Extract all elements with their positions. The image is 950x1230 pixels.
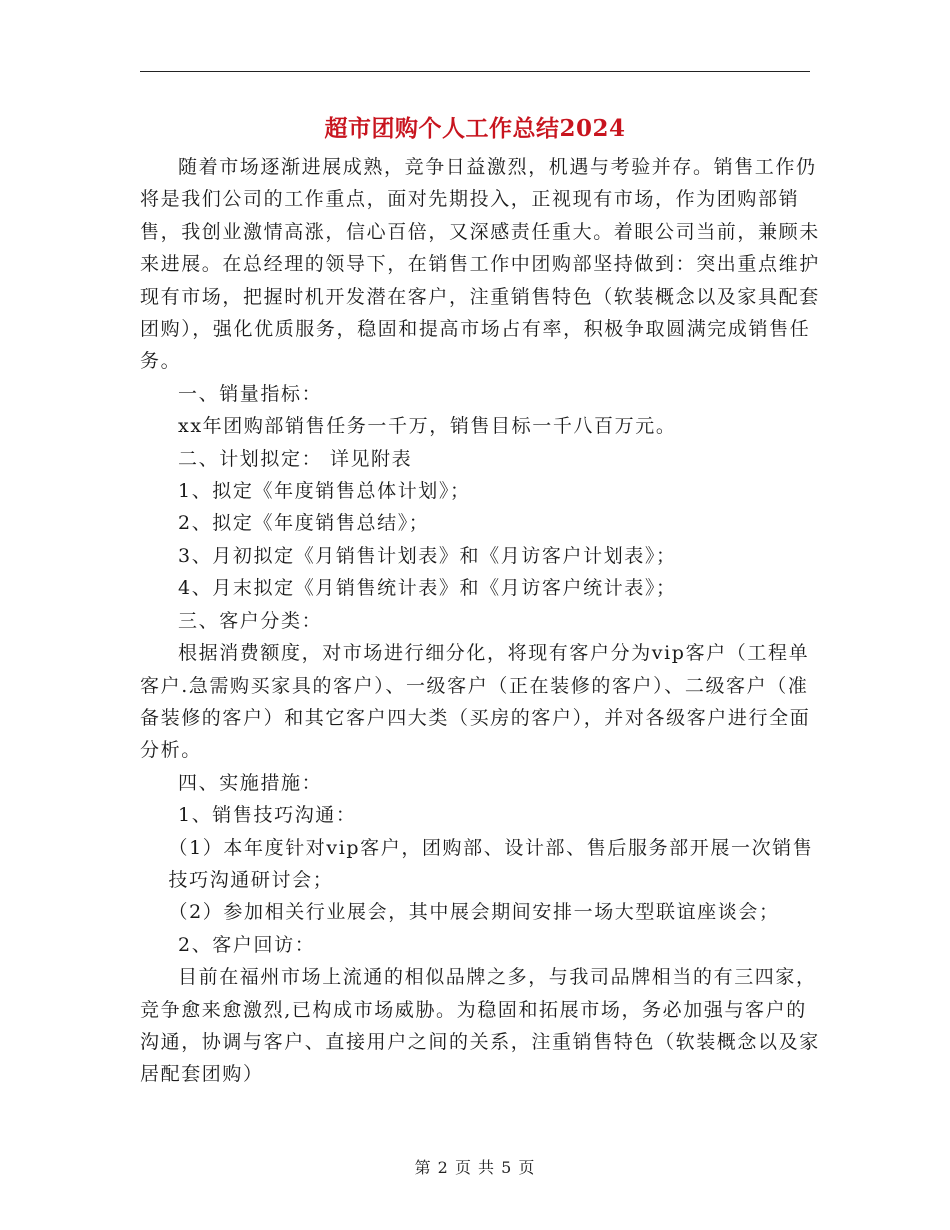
heading-customer-visits: 2、客户回访： xyxy=(178,933,316,956)
paragraph-customer-classes: 根据消费额度，对市场进行细分化，将现有客户分为vip客户（工程单客户.急需购买家具的客户）、一级客户（正在装修的客户）、二级客户（准备装修的客户）和其它客户四大类（买房的客户），并对各级客户进行全面分析。 xyxy=(140,642,811,762)
heading-customer-classes: 三、客户分类： xyxy=(178,609,323,632)
heading-measures: 四、实施措施： xyxy=(178,771,323,794)
plan-item-1: 1、拟定《年度销售总体计划》； xyxy=(178,480,471,503)
document-title: 超市团购个人工作总结2024 xyxy=(324,115,626,142)
heading-sales-target: 一、销量指标： xyxy=(178,382,323,405)
measure-item-1: （1）本年度针对vip客户，团购部、设计部、售后服务部开展一次销售技巧沟通研讨会； xyxy=(168,836,814,891)
heading-plan: 二、计划拟定： 详见附表 xyxy=(178,447,413,470)
measure-item-2: （2）参加相关行业展会，其中展会期间安排一场大型联谊座谈会； xyxy=(168,901,780,924)
plan-item-2: 2、拟定《年度销售总结》； xyxy=(178,512,430,535)
paragraph-sales-target: xx年团购部销售任务一千万，销售目标一千八百万元。 xyxy=(178,415,677,438)
heading-sales-skills: 1、销售技巧沟通： xyxy=(178,804,357,827)
paragraph-customer-visits: 目前在福州市场上流通的相似品牌之多，与我司品牌相当的有三四家，竞争愈来愈激烈,已构成市场威胁。为稳固和拓展市场，务必加强与客户的沟通，协调与客户、直接用户之间的关系，注重销售特色（软装概念以及家居配套团购） xyxy=(140,966,820,1086)
paragraph-intro: 随着市场逐渐进展成熟，竞争日益激烈，机遇与考验并存。销售工作仍将是我们公司的工作重点，面对先期投入，正视现有市场，作为团购部销售，我创业激情高涨，信心百倍，又深感责任重大。着眼公司当前，兼顾未来进展。在总经理的领导下，在销售工作中团购部坚持做到：突出重点维护现有市场，把握时机开发潜在客户，注重销售特色（软装概念以及家具配套团购），强化优质服务，稳固和提高市场占有率，积极争取圆满完成销售任务。 xyxy=(140,156,820,373)
plan-item-3: 3、月初拟定《月销售计划表》和《月访客户计划表》； xyxy=(178,544,677,567)
page-number: 第 2 页 共 5 页 xyxy=(414,1158,536,1177)
plan-item-4: 4、月末拟定《月销售统计表》和《月访客户统计表》； xyxy=(178,577,677,600)
document-body xyxy=(140,151,820,1091)
header-rule xyxy=(140,71,810,72)
